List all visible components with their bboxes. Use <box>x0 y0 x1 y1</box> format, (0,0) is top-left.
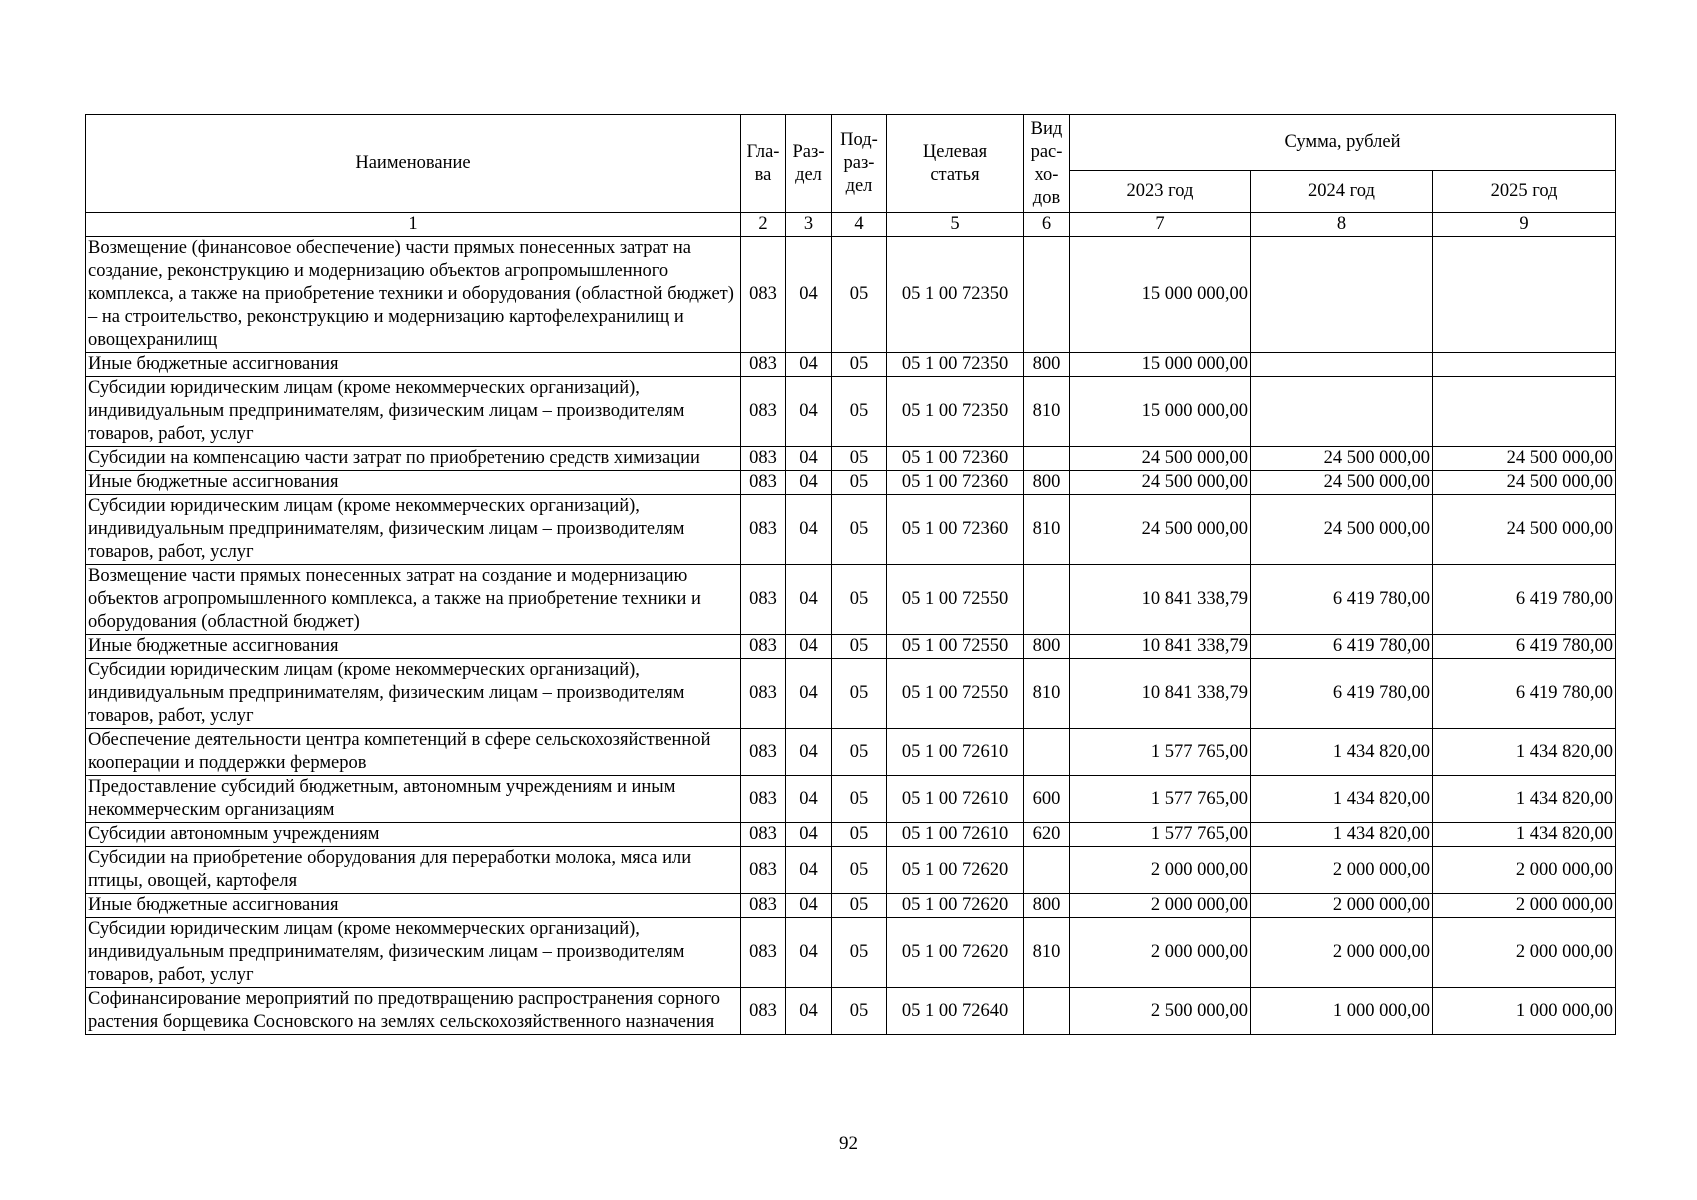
amount-2024-cell: 24 500 000,00 <box>1251 495 1433 565</box>
amount-2023-cell: 15 000 000,00 <box>1070 377 1251 447</box>
razdel-cell: 04 <box>786 635 832 659</box>
amount-2023-cell: 24 500 000,00 <box>1070 471 1251 495</box>
header-glava: Гла- ва <box>741 115 786 213</box>
header-name: Наименование <box>86 115 741 213</box>
table-row <box>86 847 1616 894</box>
celevaya-statya-cell: 05 1 00 72360 <box>887 447 1024 471</box>
amount-2023-cell: 1 577 765,00 <box>1070 729 1251 776</box>
razdel-cell: 04 <box>786 988 832 1035</box>
glava-cell: 083 <box>741 894 786 918</box>
amount-2025-cell: 2 000 000,00 <box>1433 847 1616 894</box>
amount-2024-cell: 2 000 000,00 <box>1251 894 1433 918</box>
razdel-cell: 04 <box>786 495 832 565</box>
row-name-cell: Субсидии юридическим лицам (кроме некоммерческих организаций), индивидуальным предпринимателям, физическим лицам – производителям товаров, работ, услуг <box>86 495 741 565</box>
amount-2023-cell: 1 577 765,00 <box>1070 823 1251 847</box>
column-number: 6 <box>1024 213 1070 237</box>
celevaya-statya-cell: 05 1 00 72620 <box>887 918 1024 988</box>
page-number: 92 <box>839 1133 858 1154</box>
podrazdel-cell: 05 <box>832 495 887 565</box>
amount-2025-cell: 1 000 000,00 <box>1433 988 1616 1035</box>
podrazdel-cell: 05 <box>832 894 887 918</box>
amount-2023-cell: 24 500 000,00 <box>1070 495 1251 565</box>
amount-2024-cell: 6 419 780,00 <box>1251 659 1433 729</box>
vid-rashodov-cell <box>1024 988 1070 1035</box>
glava-cell: 083 <box>741 823 786 847</box>
table-row <box>86 659 1616 729</box>
amount-2023-cell: 15 000 000,00 <box>1070 237 1251 353</box>
row-name-cell: Иные бюджетные ассигнования <box>86 635 741 659</box>
razdel-cell: 04 <box>786 377 832 447</box>
row-name-cell: Субсидии на приобретение оборудования для переработки молока, мяса или птицы, овощей, картофеля <box>86 847 741 894</box>
amount-2023-cell: 10 841 338,79 <box>1070 659 1251 729</box>
celevaya-statya-cell: 05 1 00 72350 <box>887 353 1024 377</box>
amount-2023-cell: 2 000 000,00 <box>1070 918 1251 988</box>
row-name-cell: Иные бюджетные ассигнования <box>86 471 741 495</box>
celevaya-statya-cell: 05 1 00 72610 <box>887 776 1024 823</box>
podrazdel-cell: 05 <box>832 377 887 447</box>
amount-2025-cell <box>1433 353 1616 377</box>
header-year-2024: 2024 год <box>1251 171 1433 213</box>
amount-2025-cell: 6 419 780,00 <box>1433 659 1616 729</box>
razdel-cell: 04 <box>786 659 832 729</box>
podrazdel-cell: 05 <box>832 823 887 847</box>
amount-2024-cell: 1 434 820,00 <box>1251 776 1433 823</box>
amount-2024-cell: 2 000 000,00 <box>1251 847 1433 894</box>
glava-cell: 083 <box>741 237 786 353</box>
vid-rashodov-cell <box>1024 847 1070 894</box>
vid-rashodov-cell: 800 <box>1024 894 1070 918</box>
row-name-cell: Субсидии автономным учреждениям <box>86 823 741 847</box>
amount-2024-cell: 1 434 820,00 <box>1251 729 1433 776</box>
glava-cell: 083 <box>741 353 786 377</box>
column-number: 4 <box>832 213 887 237</box>
header-year-2023: 2023 год <box>1070 171 1251 213</box>
celevaya-statya-cell: 05 1 00 72610 <box>887 729 1024 776</box>
amount-2024-cell: 6 419 780,00 <box>1251 635 1433 659</box>
razdel-cell: 04 <box>786 471 832 495</box>
row-name-cell: Субсидии юридическим лицам (кроме некоммерческих организаций), индивидуальным предпринимателям, физическим лицам – производителям товаров, работ, услуг <box>86 659 741 729</box>
glava-cell: 083 <box>741 729 786 776</box>
vid-rashodov-cell: 620 <box>1024 823 1070 847</box>
glava-cell: 083 <box>741 988 786 1035</box>
glava-cell: 083 <box>741 659 786 729</box>
column-number: 3 <box>786 213 832 237</box>
glava-cell: 083 <box>741 495 786 565</box>
podrazdel-cell: 05 <box>832 353 887 377</box>
column-number: 2 <box>741 213 786 237</box>
vid-rashodov-cell: 810 <box>1024 659 1070 729</box>
table-row <box>86 729 1616 776</box>
amount-2025-cell <box>1433 237 1616 353</box>
amount-2024-cell <box>1251 237 1433 353</box>
podrazdel-cell: 05 <box>832 847 887 894</box>
celevaya-statya-cell: 05 1 00 72610 <box>887 823 1024 847</box>
table-row <box>86 377 1616 447</box>
amount-2023-cell: 2 000 000,00 <box>1070 847 1251 894</box>
column-number-row <box>86 213 1616 237</box>
glava-cell: 083 <box>741 847 786 894</box>
table-row <box>86 565 1616 635</box>
razdel-cell: 04 <box>786 447 832 471</box>
column-number: 9 <box>1433 213 1616 237</box>
amount-2024-cell: 2 000 000,00 <box>1251 918 1433 988</box>
header-year-2025: 2025 год <box>1433 171 1616 213</box>
row-name-cell: Предоставление субсидий бюджетным, автономным учреждениям и иным некоммерческим организациям <box>86 776 741 823</box>
glava-cell: 083 <box>741 377 786 447</box>
celevaya-statya-cell: 05 1 00 72360 <box>887 471 1024 495</box>
vid-rashodov-cell: 800 <box>1024 353 1070 377</box>
podrazdel-cell: 05 <box>832 565 887 635</box>
column-number: 7 <box>1070 213 1251 237</box>
celevaya-statya-cell: 05 1 00 72550 <box>887 635 1024 659</box>
podrazdel-cell: 05 <box>832 447 887 471</box>
table-row <box>86 988 1616 1035</box>
podrazdel-cell: 05 <box>832 471 887 495</box>
header-vid-rashodov: Вид рас- хо- дов <box>1024 115 1070 213</box>
table-row <box>86 237 1616 353</box>
amount-2023-cell: 2 000 000,00 <box>1070 894 1251 918</box>
razdel-cell: 04 <box>786 776 832 823</box>
amount-2023-cell: 10 841 338,79 <box>1070 565 1251 635</box>
table-row <box>86 447 1616 471</box>
amount-2024-cell: 1 434 820,00 <box>1251 823 1433 847</box>
table-row <box>86 894 1616 918</box>
podrazdel-cell: 05 <box>832 635 887 659</box>
budget-table <box>85 114 1616 1035</box>
column-number: 5 <box>887 213 1024 237</box>
amount-2023-cell: 1 577 765,00 <box>1070 776 1251 823</box>
column-number: 8 <box>1251 213 1433 237</box>
amount-2025-cell: 2 000 000,00 <box>1433 894 1616 918</box>
razdel-cell: 04 <box>786 353 832 377</box>
vid-rashodov-cell <box>1024 565 1070 635</box>
podrazdel-cell: 05 <box>832 729 887 776</box>
row-name-cell: Субсидии юридическим лицам (кроме некоммерческих организаций), индивидуальным предпринимателям, физическим лицам – производителям товаров, работ, услуг <box>86 918 741 988</box>
amount-2024-cell: 24 500 000,00 <box>1251 471 1433 495</box>
amount-2023-cell: 10 841 338,79 <box>1070 635 1251 659</box>
header-summa: Сумма, рублей <box>1070 115 1616 171</box>
glava-cell: 083 <box>741 918 786 988</box>
vid-rashodov-cell: 810 <box>1024 918 1070 988</box>
amount-2023-cell: 24 500 000,00 <box>1070 447 1251 471</box>
glava-cell: 083 <box>741 635 786 659</box>
vid-rashodov-cell: 800 <box>1024 635 1070 659</box>
table-row <box>86 635 1616 659</box>
amount-2025-cell: 2 000 000,00 <box>1433 918 1616 988</box>
amount-2025-cell: 1 434 820,00 <box>1433 776 1616 823</box>
celevaya-statya-cell: 05 1 00 72350 <box>887 237 1024 353</box>
table-row <box>86 776 1616 823</box>
amount-2023-cell: 2 500 000,00 <box>1070 988 1251 1035</box>
row-name-cell: Иные бюджетные ассигнования <box>86 353 741 377</box>
row-name-cell: Субсидии юридическим лицам (кроме некоммерческих организаций), индивидуальным предпринимателям, физическим лицам – производителям товаров, работ, услуг <box>86 377 741 447</box>
table-body <box>86 237 1616 1035</box>
glava-cell: 083 <box>741 447 786 471</box>
celevaya-statya-cell: 05 1 00 72620 <box>887 847 1024 894</box>
podrazdel-cell: 05 <box>832 988 887 1035</box>
column-number: 1 <box>86 213 741 237</box>
glava-cell: 083 <box>741 471 786 495</box>
row-name-cell: Обеспечение деятельности центра компетенций в сфере сельскохозяйственной кооперации и поддержки фермеров <box>86 729 741 776</box>
row-name-cell: Возмещение части прямых понесенных затрат на создание и модернизацию объектов агропромышленного комплекса, а также на приобретение техники и оборудования (областной бюджет) <box>86 565 741 635</box>
vid-rashodov-cell <box>1024 729 1070 776</box>
podrazdel-cell: 05 <box>832 918 887 988</box>
celevaya-statya-cell: 05 1 00 72350 <box>887 377 1024 447</box>
amount-2025-cell: 6 419 780,00 <box>1433 565 1616 635</box>
row-name-cell: Возмещение (финансовое обеспечение) части прямых понесенных затрат на создание, реконструкцию и модернизацию объектов агропромышленного комплекса, а также на приобретение техники и оборудования (областной бюджет) – на строительство, реконструкцию и модернизацию картофелехранилищ и овощехранилищ <box>86 237 741 353</box>
razdel-cell: 04 <box>786 847 832 894</box>
header-podrazdel: Под- раз- дел <box>832 115 887 213</box>
amount-2025-cell <box>1433 377 1616 447</box>
header-celevaya-statya: Целевая статья <box>887 115 1024 213</box>
table-row <box>86 353 1616 377</box>
celevaya-statya-cell: 05 1 00 72620 <box>887 894 1024 918</box>
vid-rashodov-cell: 810 <box>1024 495 1070 565</box>
celevaya-statya-cell: 05 1 00 72360 <box>887 495 1024 565</box>
razdel-cell: 04 <box>786 729 832 776</box>
amount-2024-cell: 1 000 000,00 <box>1251 988 1433 1035</box>
glava-cell: 083 <box>741 776 786 823</box>
table-row <box>86 471 1616 495</box>
table-row <box>86 495 1616 565</box>
header-razdel: Раз- дел <box>786 115 832 213</box>
amount-2024-cell <box>1251 377 1433 447</box>
podrazdel-cell: 05 <box>832 237 887 353</box>
amount-2024-cell: 6 419 780,00 <box>1251 565 1433 635</box>
vid-rashodov-cell: 600 <box>1024 776 1070 823</box>
vid-rashodov-cell <box>1024 447 1070 471</box>
row-name-cell: Иные бюджетные ассигнования <box>86 894 741 918</box>
vid-rashodov-cell <box>1024 237 1070 353</box>
row-name-cell: Субсидии на компенсацию части затрат по приобретению средств химизации <box>86 447 741 471</box>
amount-2023-cell: 15 000 000,00 <box>1070 353 1251 377</box>
amount-2025-cell: 1 434 820,00 <box>1433 729 1616 776</box>
table-row <box>86 918 1616 988</box>
glava-cell: 083 <box>741 565 786 635</box>
amount-2025-cell: 24 500 000,00 <box>1433 471 1616 495</box>
vid-rashodov-cell: 800 <box>1024 471 1070 495</box>
amount-2025-cell: 24 500 000,00 <box>1433 495 1616 565</box>
amount-2025-cell: 1 434 820,00 <box>1433 823 1616 847</box>
razdel-cell: 04 <box>786 894 832 918</box>
podrazdel-cell: 05 <box>832 659 887 729</box>
razdel-cell: 04 <box>786 237 832 353</box>
vid-rashodov-cell: 810 <box>1024 377 1070 447</box>
amount-2025-cell: 24 500 000,00 <box>1433 447 1616 471</box>
table-row <box>86 823 1616 847</box>
podrazdel-cell: 05 <box>832 776 887 823</box>
razdel-cell: 04 <box>786 918 832 988</box>
razdel-cell: 04 <box>786 823 832 847</box>
celevaya-statya-cell: 05 1 00 72640 <box>887 988 1024 1035</box>
celevaya-statya-cell: 05 1 00 72550 <box>887 659 1024 729</box>
celevaya-statya-cell: 05 1 00 72550 <box>887 565 1024 635</box>
amount-2025-cell: 6 419 780,00 <box>1433 635 1616 659</box>
amount-2024-cell: 24 500 000,00 <box>1251 447 1433 471</box>
amount-2024-cell <box>1251 353 1433 377</box>
razdel-cell: 04 <box>786 565 832 635</box>
row-name-cell: Софинансирование мероприятий по предотвращению распространения сорного растения борщевика Сосновского на землях сельскохозяйственного назначения <box>86 988 741 1035</box>
